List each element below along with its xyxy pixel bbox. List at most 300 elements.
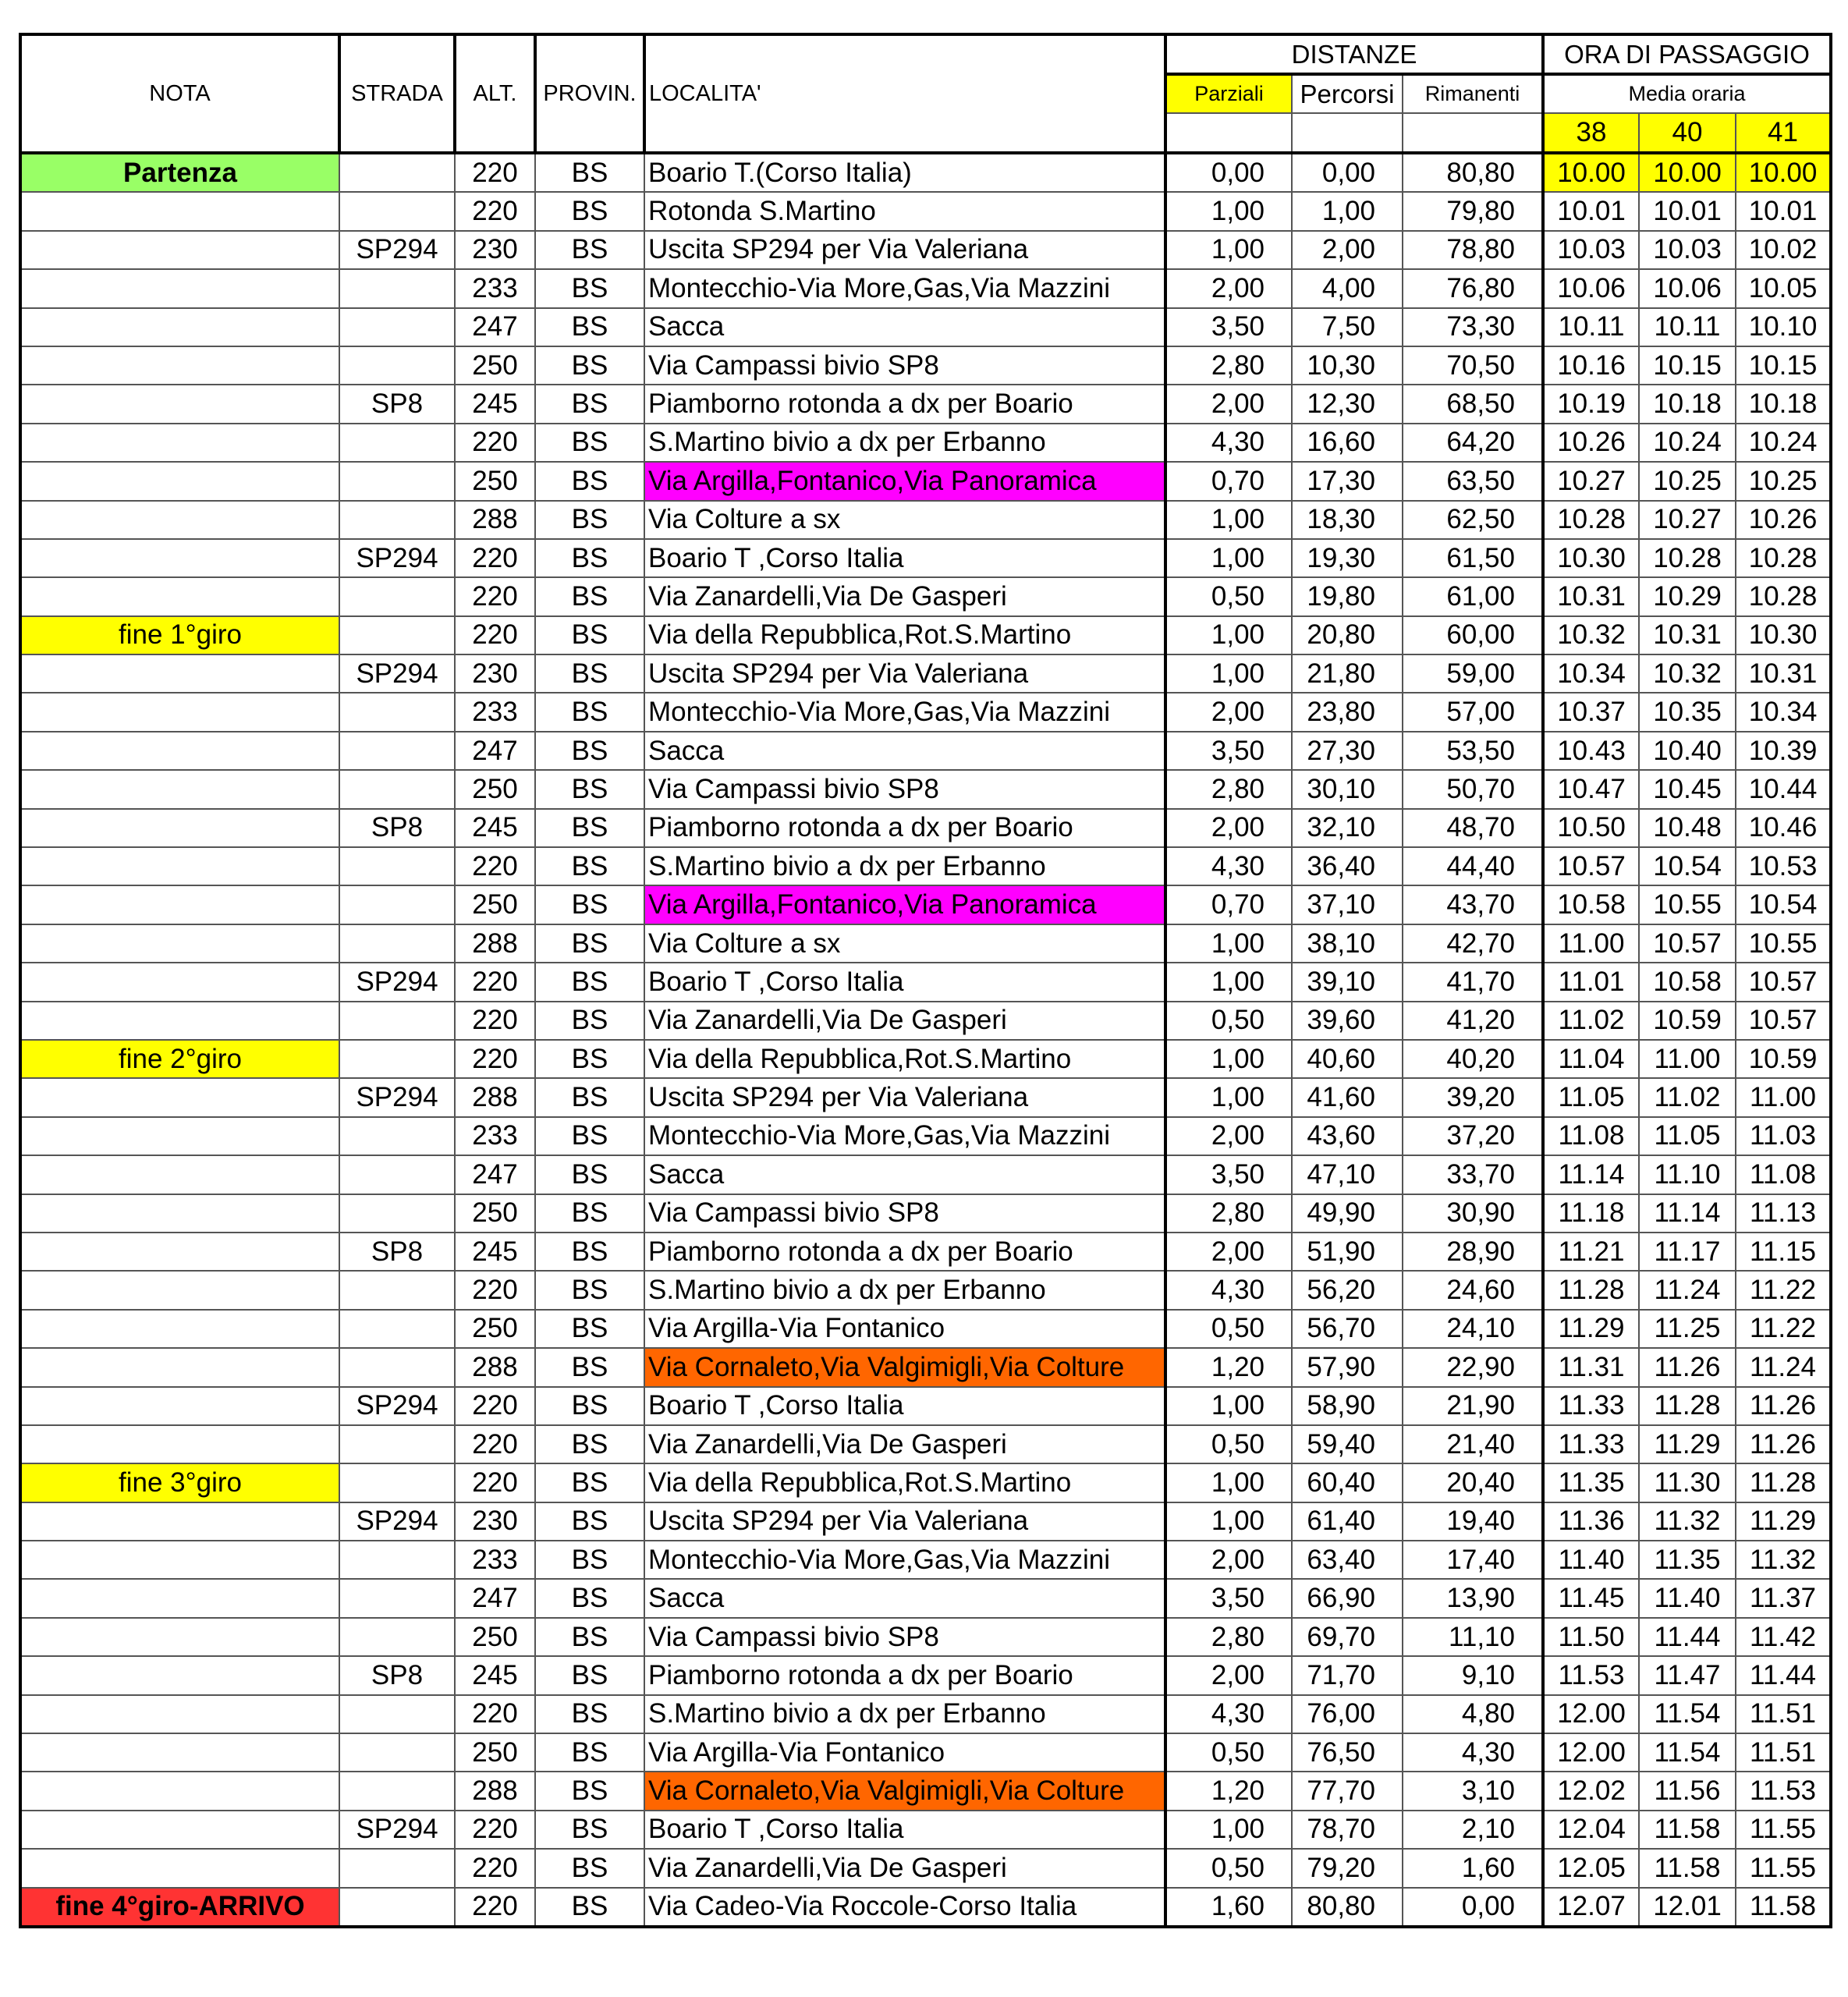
- cell-time-40: 10.11: [1639, 308, 1736, 346]
- cell-provin: BS: [535, 539, 644, 577]
- cell-nota: [20, 1078, 339, 1116]
- cell-provin: BS: [535, 1656, 644, 1694]
- cell-time-40: 11.02: [1639, 1078, 1736, 1116]
- cell-nota: [20, 462, 339, 500]
- cell-time-40: 10.54: [1639, 847, 1736, 885]
- cell-localita: Via Zanardelli,Via De Gasperi: [644, 577, 1165, 615]
- cell-parziali: 0,00: [1165, 153, 1292, 192]
- cell-provin: BS: [535, 1002, 644, 1040]
- cell-strada: SP8: [339, 1233, 455, 1271]
- cell-time-41: 11.08: [1736, 1155, 1831, 1194]
- cell-percorsi: 19,80: [1292, 577, 1403, 615]
- cell-time-41: 11.55: [1736, 1811, 1831, 1849]
- cell-time-41: 10.18: [1736, 385, 1831, 423]
- cell-provin: BS: [535, 1310, 644, 1348]
- cell-alt: 250: [455, 346, 535, 385]
- cell-alt: 233: [455, 269, 535, 307]
- cell-strada: [339, 1695, 455, 1733]
- cell-time-41: 10.57: [1736, 1002, 1831, 1040]
- cell-parziali: 0,50: [1165, 1425, 1292, 1463]
- cell-parziali: 1,00: [1165, 924, 1292, 963]
- cell-nota: fine 2°giro: [20, 1040, 339, 1078]
- cell-nota: [20, 847, 339, 885]
- cell-strada: [339, 1271, 455, 1309]
- cell-localita: Via della Repubblica,Rot.S.Martino: [644, 1040, 1165, 1078]
- cell-nota: [20, 346, 339, 385]
- cell-rimanenti: 53,50: [1403, 732, 1543, 770]
- cell-localita: Piamborno rotonda a dx per Boario: [644, 385, 1165, 423]
- cell-nota: [20, 501, 339, 539]
- cell-alt: 250: [455, 1194, 535, 1233]
- cell-alt: 220: [455, 424, 535, 462]
- cell-strada: [339, 1579, 455, 1617]
- cell-time-41: 10.28: [1736, 539, 1831, 577]
- cell-provin: BS: [535, 462, 644, 500]
- cell-time-41: 11.28: [1736, 1463, 1831, 1502]
- cell-strada: [339, 732, 455, 770]
- cell-time-40: 11.24: [1639, 1271, 1736, 1309]
- cell-time-38: 11.14: [1543, 1155, 1639, 1194]
- cell-rimanenti: 48,70: [1403, 809, 1543, 847]
- header-distanze: DISTANZE: [1165, 34, 1543, 74]
- cell-strada: [339, 192, 455, 230]
- cell-rimanenti: 41,20: [1403, 1002, 1543, 1040]
- cell-localita: Via Campassi bivio SP8: [644, 1618, 1165, 1656]
- cell-provin: BS: [535, 346, 644, 385]
- cell-strada: [339, 501, 455, 539]
- cell-time-38: 11.45: [1543, 1579, 1639, 1617]
- cell-localita: Sacca: [644, 308, 1165, 346]
- cell-parziali: 1,20: [1165, 1348, 1292, 1386]
- cell-time-41: 11.42: [1736, 1618, 1831, 1656]
- table-row: [20, 269, 1831, 307]
- cell-parziali: 2,00: [1165, 1233, 1292, 1271]
- cell-time-38: 12.02: [1543, 1772, 1639, 1810]
- cell-time-40: 11.10: [1639, 1155, 1736, 1194]
- cell-alt: 220: [455, 1888, 535, 1927]
- cell-percorsi: 77,70: [1292, 1772, 1403, 1810]
- cell-time-41: 11.58: [1736, 1888, 1831, 1927]
- cell-nota: [20, 539, 339, 577]
- cell-time-40: 10.15: [1639, 346, 1736, 385]
- cell-localita: S.Martino bivio a dx per Erbanno: [644, 847, 1165, 885]
- cell-localita: Uscita SP294 per Via Valeriana: [644, 1078, 1165, 1116]
- cell-strada: [339, 1002, 455, 1040]
- cell-strada: [339, 1040, 455, 1078]
- cell-alt: 220: [455, 1271, 535, 1309]
- cell-strada: [339, 616, 455, 654]
- cell-time-38: 10.03: [1543, 231, 1639, 269]
- cell-parziali: 1,00: [1165, 1502, 1292, 1541]
- cell-nota: [20, 1002, 339, 1040]
- cell-provin: BS: [535, 1117, 644, 1155]
- table-row: [20, 1811, 1831, 1849]
- cell-strada: SP294: [339, 963, 455, 1001]
- cell-time-38: 11.50: [1543, 1618, 1639, 1656]
- table-row: [20, 539, 1831, 577]
- cell-time-38: 11.36: [1543, 1502, 1639, 1541]
- cell-alt: 233: [455, 1541, 535, 1579]
- cell-parziali: 1,00: [1165, 963, 1292, 1001]
- cell-rimanenti: 19,40: [1403, 1502, 1543, 1541]
- cell-percorsi: 39,60: [1292, 1002, 1403, 1040]
- cell-percorsi: 7,50: [1292, 308, 1403, 346]
- cell-provin: BS: [535, 1271, 644, 1309]
- cell-time-40: 10.27: [1639, 501, 1736, 539]
- cell-rimanenti: 24,60: [1403, 1271, 1543, 1309]
- cell-provin: BS: [535, 424, 644, 462]
- cell-strada: SP294: [339, 654, 455, 693]
- header-ora-di-passaggio: ORA DI PASSAGGIO: [1543, 34, 1831, 74]
- cell-time-40: 11.47: [1639, 1656, 1736, 1694]
- cell-time-41: 10.25: [1736, 462, 1831, 500]
- cell-nota: [20, 577, 339, 615]
- cell-percorsi: 47,10: [1292, 1155, 1403, 1194]
- cell-nota: [20, 924, 339, 963]
- cell-alt: 220: [455, 192, 535, 230]
- cell-alt: 247: [455, 1155, 535, 1194]
- table-row: [20, 1078, 1831, 1116]
- cell-parziali: 4,30: [1165, 847, 1292, 885]
- cell-strada: [339, 1194, 455, 1233]
- cell-parziali: 0,50: [1165, 1310, 1292, 1348]
- cell-localita: Via Campassi bivio SP8: [644, 770, 1165, 808]
- table-row: [20, 1040, 1831, 1078]
- table-row: [20, 501, 1831, 539]
- cell-percorsi: 71,70: [1292, 1656, 1403, 1694]
- cell-time-40: 10.59: [1639, 1002, 1736, 1040]
- cell-time-40: 11.58: [1639, 1811, 1736, 1849]
- cell-percorsi: 80,80: [1292, 1888, 1403, 1927]
- header-localita: LOCALITA': [644, 34, 1165, 153]
- cell-percorsi: 16,60: [1292, 424, 1403, 462]
- table-row: [20, 1271, 1831, 1309]
- cell-nota: Partenza: [20, 153, 339, 192]
- cell-time-40: 10.32: [1639, 654, 1736, 693]
- cell-time-40: 10.03: [1639, 231, 1736, 269]
- cell-time-41: 11.26: [1736, 1387, 1831, 1425]
- cell-alt: 233: [455, 693, 535, 731]
- cell-time-38: 10.32: [1543, 616, 1639, 654]
- cell-alt: 250: [455, 462, 535, 500]
- cell-time-41: 11.03: [1736, 1117, 1831, 1155]
- cell-alt: 288: [455, 1348, 535, 1386]
- cell-nota: [20, 1656, 339, 1694]
- cell-parziali: 1,00: [1165, 1811, 1292, 1849]
- cell-alt: 220: [455, 1002, 535, 1040]
- cell-localita: Via Zanardelli,Via De Gasperi: [644, 1425, 1165, 1463]
- cell-localita: Montecchio-Via More,Gas,Via Mazzini: [644, 693, 1165, 731]
- cell-nota: [20, 1155, 339, 1194]
- cell-percorsi: 59,40: [1292, 1425, 1403, 1463]
- table-row: [20, 1117, 1831, 1155]
- cell-nota: [20, 1772, 339, 1810]
- cell-strada: SP294: [339, 1811, 455, 1849]
- cell-time-40: 11.44: [1639, 1618, 1736, 1656]
- header-media-oraria: Media oraria: [1543, 74, 1831, 113]
- cell-alt: 220: [455, 616, 535, 654]
- cell-nota: [20, 1541, 339, 1579]
- cell-parziali: 0,50: [1165, 1002, 1292, 1040]
- cell-time-38: 11.00: [1543, 924, 1639, 963]
- cell-localita: Boario T ,Corso Italia: [644, 539, 1165, 577]
- cell-parziali: 1,00: [1165, 501, 1292, 539]
- cell-localita: Rotonda S.Martino: [644, 192, 1165, 230]
- cell-time-40: 11.35: [1639, 1541, 1736, 1579]
- cell-provin: BS: [535, 1579, 644, 1617]
- cell-localita: Uscita SP294 per Via Valeriana: [644, 654, 1165, 693]
- table-row: [20, 616, 1831, 654]
- cell-time-38: 11.04: [1543, 1040, 1639, 1078]
- cell-nota: fine 4°giro-ARRIVO: [20, 1888, 339, 1927]
- cell-percorsi: 60,40: [1292, 1463, 1403, 1502]
- cell-rimanenti: 13,90: [1403, 1579, 1543, 1617]
- cell-time-41: 10.57: [1736, 963, 1831, 1001]
- cell-parziali: 1,00: [1165, 231, 1292, 269]
- cell-alt: 250: [455, 1310, 535, 1348]
- cell-alt: 230: [455, 231, 535, 269]
- cell-parziali: 4,30: [1165, 424, 1292, 462]
- cell-provin: BS: [535, 732, 644, 770]
- cell-rimanenti: 76,80: [1403, 269, 1543, 307]
- cell-time-40: 10.57: [1639, 924, 1736, 963]
- cell-nota: [20, 385, 339, 423]
- cell-time-41: 10.02: [1736, 231, 1831, 269]
- cell-provin: BS: [535, 847, 644, 885]
- cell-provin: BS: [535, 1695, 644, 1733]
- header-provin: PROVIN.: [535, 34, 644, 153]
- cell-time-40: 10.00: [1639, 153, 1736, 192]
- cell-percorsi: 39,10: [1292, 963, 1403, 1001]
- cell-percorsi: 12,30: [1292, 385, 1403, 423]
- cell-provin: BS: [535, 1733, 644, 1772]
- cell-alt: 220: [455, 1040, 535, 1078]
- cell-provin: BS: [535, 577, 644, 615]
- cell-nota: [20, 732, 339, 770]
- cell-time-40: 10.29: [1639, 577, 1736, 615]
- cell-alt: 250: [455, 885, 535, 924]
- cell-time-38: 12.04: [1543, 1811, 1639, 1849]
- cell-rimanenti: 17,40: [1403, 1541, 1543, 1579]
- cell-provin: BS: [535, 963, 644, 1001]
- cell-time-41: 10.46: [1736, 809, 1831, 847]
- cell-parziali: 0,70: [1165, 885, 1292, 924]
- cell-strada: [339, 424, 455, 462]
- cell-alt: 245: [455, 1233, 535, 1271]
- cell-time-41: 10.53: [1736, 847, 1831, 885]
- cell-parziali: 3,50: [1165, 1155, 1292, 1194]
- cell-alt: 245: [455, 385, 535, 423]
- cell-alt: 250: [455, 770, 535, 808]
- cell-time-40: 11.14: [1639, 1194, 1736, 1233]
- cell-time-41: 10.00: [1736, 153, 1831, 192]
- cell-alt: 233: [455, 1117, 535, 1155]
- cell-time-40: 10.01: [1639, 192, 1736, 230]
- cell-time-41: 10.05: [1736, 269, 1831, 307]
- cell-rimanenti: 11,10: [1403, 1618, 1543, 1656]
- cell-strada: [339, 346, 455, 385]
- table-row: [20, 1695, 1831, 1733]
- cell-percorsi: 78,70: [1292, 1811, 1403, 1849]
- cell-rimanenti: 28,90: [1403, 1233, 1543, 1271]
- cell-localita: Sacca: [644, 732, 1165, 770]
- cell-rimanenti: 43,70: [1403, 885, 1543, 924]
- cell-strada: SP294: [339, 1502, 455, 1541]
- cell-parziali: 2,00: [1165, 1656, 1292, 1694]
- cell-localita: Boario T ,Corso Italia: [644, 1387, 1165, 1425]
- cell-time-41: 10.10: [1736, 308, 1831, 346]
- cell-time-41: 10.44: [1736, 770, 1831, 808]
- cell-rimanenti: 68,50: [1403, 385, 1543, 423]
- cell-strada: [339, 269, 455, 307]
- cell-rimanenti: 44,40: [1403, 847, 1543, 885]
- cell-time-38: 10.16: [1543, 346, 1639, 385]
- table-row: [20, 1656, 1831, 1694]
- header-strada: STRADA: [339, 34, 455, 153]
- cell-parziali: 0,50: [1165, 1733, 1292, 1772]
- cell-time-40: 10.06: [1639, 269, 1736, 307]
- table-row: [20, 1463, 1831, 1502]
- cell-provin: BS: [535, 809, 644, 847]
- cell-provin: BS: [535, 1078, 644, 1116]
- cell-time-40: 10.24: [1639, 424, 1736, 462]
- cell-localita: Uscita SP294 per Via Valeriana: [644, 231, 1165, 269]
- cell-strada: [339, 577, 455, 615]
- cell-time-38: 11.31: [1543, 1348, 1639, 1386]
- table-row: [20, 924, 1831, 963]
- cell-parziali: 1,00: [1165, 616, 1292, 654]
- cell-time-38: 10.19: [1543, 385, 1639, 423]
- cell-strada: [339, 847, 455, 885]
- cell-time-38: 11.33: [1543, 1425, 1639, 1463]
- cell-time-38: 11.35: [1543, 1463, 1639, 1502]
- cell-time-41: 10.39: [1736, 732, 1831, 770]
- cell-rimanenti: 39,20: [1403, 1078, 1543, 1116]
- cell-nota: [20, 1618, 339, 1656]
- cell-provin: BS: [535, 192, 644, 230]
- cell-parziali: 1,00: [1165, 1040, 1292, 1078]
- cell-alt: 220: [455, 847, 535, 885]
- cell-strada: [339, 885, 455, 924]
- cell-localita: Piamborno rotonda a dx per Boario: [644, 809, 1165, 847]
- cell-rimanenti: 24,10: [1403, 1310, 1543, 1348]
- table-row: [20, 424, 1831, 462]
- cell-alt: 220: [455, 1463, 535, 1502]
- cell-rimanenti: 59,00: [1403, 654, 1543, 693]
- cell-time-40: 11.00: [1639, 1040, 1736, 1078]
- cell-nota: [20, 1194, 339, 1233]
- cell-rimanenti: 3,10: [1403, 1772, 1543, 1810]
- cell-time-41: 11.51: [1736, 1695, 1831, 1733]
- cell-rimanenti: 22,90: [1403, 1348, 1543, 1386]
- cell-strada: [339, 153, 455, 192]
- cell-time-40: 10.35: [1639, 693, 1736, 731]
- cell-time-41: 11.22: [1736, 1271, 1831, 1309]
- cell-time-41: 10.59: [1736, 1040, 1831, 1078]
- cell-provin: BS: [535, 1502, 644, 1541]
- cell-strada: [339, 1117, 455, 1155]
- cell-strada: SP8: [339, 809, 455, 847]
- cell-nota: [20, 693, 339, 731]
- cell-nota: [20, 770, 339, 808]
- cell-localita: Via Colture a sx: [644, 501, 1165, 539]
- cell-localita: Via della Repubblica,Rot.S.Martino: [644, 616, 1165, 654]
- cell-percorsi: 37,10: [1292, 885, 1403, 924]
- cell-parziali: 2,00: [1165, 1541, 1292, 1579]
- header-alt: ALT.: [455, 34, 535, 153]
- cell-nota: fine 1°giro: [20, 616, 339, 654]
- cell-time-40: 11.54: [1639, 1695, 1736, 1733]
- cell-percorsi: 58,90: [1292, 1387, 1403, 1425]
- cell-provin: BS: [535, 885, 644, 924]
- header-parziali: Parziali: [1165, 74, 1292, 113]
- cell-rimanenti: 73,30: [1403, 308, 1543, 346]
- cell-strada: [339, 1772, 455, 1810]
- cell-strada: SP294: [339, 1078, 455, 1116]
- cell-time-38: 10.37: [1543, 693, 1639, 731]
- cell-percorsi: 51,90: [1292, 1233, 1403, 1271]
- cell-time-40: 10.40: [1639, 732, 1736, 770]
- cell-nota: [20, 231, 339, 269]
- table-row: [20, 1194, 1831, 1233]
- cell-rimanenti: 80,80: [1403, 153, 1543, 192]
- cell-nota: [20, 1811, 339, 1849]
- table-row: [20, 963, 1831, 1001]
- cell-strada: [339, 1155, 455, 1194]
- header-speed-40: 40: [1639, 113, 1736, 153]
- cell-percorsi: 19,30: [1292, 539, 1403, 577]
- cell-time-41: 10.26: [1736, 501, 1831, 539]
- cell-rimanenti: 40,20: [1403, 1040, 1543, 1078]
- table-row: [20, 1155, 1831, 1194]
- table-row: [20, 231, 1831, 269]
- table-row: [20, 693, 1831, 731]
- cell-time-38: 11.33: [1543, 1387, 1639, 1425]
- cell-percorsi: 57,90: [1292, 1348, 1403, 1386]
- cell-provin: BS: [535, 616, 644, 654]
- cell-percorsi: 1,00: [1292, 192, 1403, 230]
- cell-rimanenti: 79,80: [1403, 192, 1543, 230]
- cell-time-40: 10.18: [1639, 385, 1736, 423]
- cell-parziali: 2,00: [1165, 1117, 1292, 1155]
- cell-percorsi: 66,90: [1292, 1579, 1403, 1617]
- table-row: [20, 153, 1831, 192]
- cell-rimanenti: 21,40: [1403, 1425, 1543, 1463]
- cell-strada: [339, 1541, 455, 1579]
- cell-time-41: 10.54: [1736, 885, 1831, 924]
- cell-provin: BS: [535, 1541, 644, 1579]
- cell-provin: BS: [535, 1811, 644, 1849]
- cell-nota: [20, 424, 339, 462]
- cell-rimanenti: 70,50: [1403, 346, 1543, 385]
- cell-nota: [20, 1579, 339, 1617]
- cell-percorsi: 17,30: [1292, 462, 1403, 500]
- cell-alt: 250: [455, 1733, 535, 1772]
- header-percorsi-blank: [1292, 113, 1403, 153]
- cell-rimanenti: 20,40: [1403, 1463, 1543, 1502]
- cell-nota: [20, 809, 339, 847]
- cell-localita: Via Campassi bivio SP8: [644, 346, 1165, 385]
- cell-time-41: 11.32: [1736, 1541, 1831, 1579]
- cell-rimanenti: 63,50: [1403, 462, 1543, 500]
- cell-localita: Boario T.(Corso Italia): [644, 153, 1165, 192]
- cell-rimanenti: 0,00: [1403, 1888, 1543, 1927]
- cell-nota: [20, 1387, 339, 1425]
- cell-rimanenti: 61,50: [1403, 539, 1543, 577]
- cell-parziali: 2,80: [1165, 1618, 1292, 1656]
- cell-time-41: 11.26: [1736, 1425, 1831, 1463]
- cell-strada: SP8: [339, 1656, 455, 1694]
